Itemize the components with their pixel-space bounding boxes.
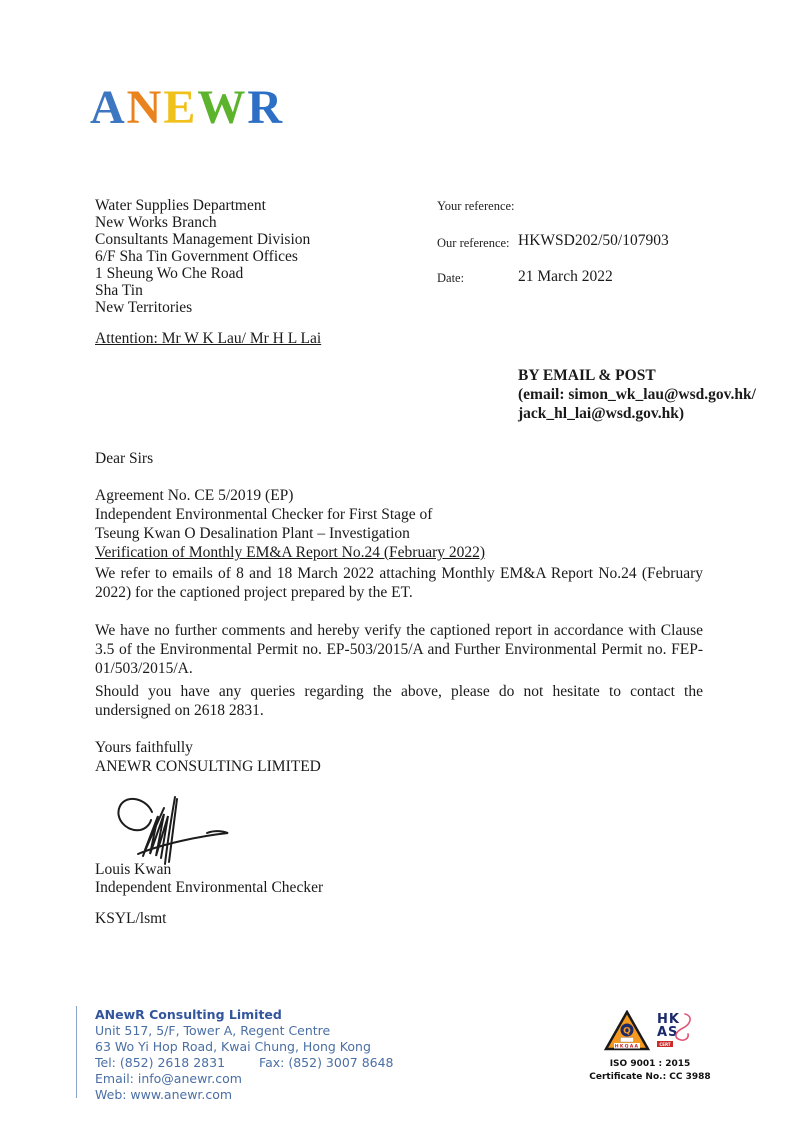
signatory-title: Independent Environmental Checker [95, 879, 324, 896]
delivery-method [518, 366, 756, 423]
svg-text:CERT: CERT [658, 1041, 671, 1047]
body-paragraph: We have no further comments and hereby verify the captioned report in accordance with Clause 3.5 of the Environmental Permit no. EP-503/2015/A and Further Environmental Permit no. FEP-01/503/2015/A. [95, 622, 703, 677]
footer-address-line: Unit 517, 5/F, Tower A, Regent Centre [95, 1023, 331, 1038]
footer-email: Email: info@anewr.com [95, 1071, 242, 1086]
svg-text:AS: AS [656, 1025, 678, 1040]
footer-address-line: 63 Wo Yi Hop Road, Kwai Chung, Hong Kong [95, 1039, 371, 1054]
subject-line: Agreement No. CE 5/2019 (EP) [95, 487, 294, 504]
logo-letter: A [90, 81, 127, 134]
footer-fax: Fax: (852) 3007 8648 [259, 1055, 394, 1070]
hkas-logo-icon [655, 1010, 697, 1061]
recipient-address [95, 197, 310, 316]
footer-contact-block [95, 1007, 394, 1103]
footer-tel: Tel: (852) 2618 2831 [95, 1055, 226, 1070]
recipient-line: 6/F Sha Tin Government Offices [95, 248, 298, 265]
footer-phone-line [95, 1055, 394, 1071]
recipient-line: 1 Sheung Wo Che Road [95, 265, 244, 282]
date-label: Date: [437, 271, 465, 285]
footer-web: Web: www.anewr.com [95, 1087, 233, 1102]
subject-line: Independent Environmental Checker for First Stage of [95, 506, 433, 523]
svg-text:HKQAA: HKQAA [614, 1044, 639, 1050]
logo-letter: N [126, 81, 164, 134]
valediction: Yours faithfully [95, 739, 193, 756]
footer-divider [76, 1006, 77, 1098]
certification-block [585, 1010, 715, 1084]
recipient-line: New Territories [95, 299, 193, 316]
logo-letter: R [247, 81, 285, 134]
recipient-line: New Works Branch [95, 214, 217, 231]
certificate-number-text: Certificate No.: CC 3988 [589, 1072, 711, 1082]
salutation: Dear Sirs [95, 450, 154, 467]
svg-text:HK: HK [656, 1012, 680, 1027]
reference-initials: KSYL/lsmt [95, 910, 167, 927]
body-paragraph: We refer to emails of 8 and 18 March 2022 attaching Monthly EM&A Report No.24 (February 2022) for the captioned project prepared by the ET. [95, 565, 703, 601]
our-reference-value: HKWSD202/50/107903 [518, 232, 669, 249]
iso-certification-text: ISO 9001 : 2015 [609, 1059, 691, 1069]
attention-line: Attention: Mr W K Lau/ Mr H L Lai [95, 330, 322, 347]
subject-block [95, 486, 485, 562]
closing-company: ANEWR CONSULTING LIMITED [95, 758, 321, 775]
logo-letter: E [163, 81, 198, 134]
subject-line: Tseung Kwan O Desalination Plant – Investigation [95, 525, 410, 542]
recipient-line: Water Supplies Department [95, 197, 266, 214]
date-value: 21 March 2022 [518, 268, 613, 285]
our-reference-label: Our reference: [437, 236, 510, 250]
closing-block [95, 738, 321, 776]
signatory-block [95, 861, 323, 897]
body-paragraph: Should you have any queries regarding the above, please do not hesitate to contact the undersigned on 2618 2831. [95, 683, 703, 719]
signatory-name: Louis Kwan [95, 861, 172, 878]
delivery-line: BY EMAIL & POST [518, 367, 656, 384]
recipient-line: Consultants Management Division [95, 231, 311, 248]
svg-text:Q: Q [622, 1026, 631, 1037]
anewr-logo [90, 81, 285, 134]
hkqaa-logo-icon [604, 1010, 650, 1057]
footer-company-name: ANewR Consulting Limited [95, 1007, 282, 1022]
your-reference-label: Your reference: [437, 199, 515, 213]
delivery-line: jack_hl_lai@wsd.gov.hk) [518, 405, 685, 422]
recipient-line: Sha Tin [95, 282, 143, 299]
subject-line-underlined: Verification of Monthly EM&A Report No.24 (February 2022) [95, 544, 486, 561]
delivery-line: (email: simon_wk_lau@wsd.gov.hk/ [518, 386, 756, 403]
logo-letter: W [197, 81, 248, 134]
